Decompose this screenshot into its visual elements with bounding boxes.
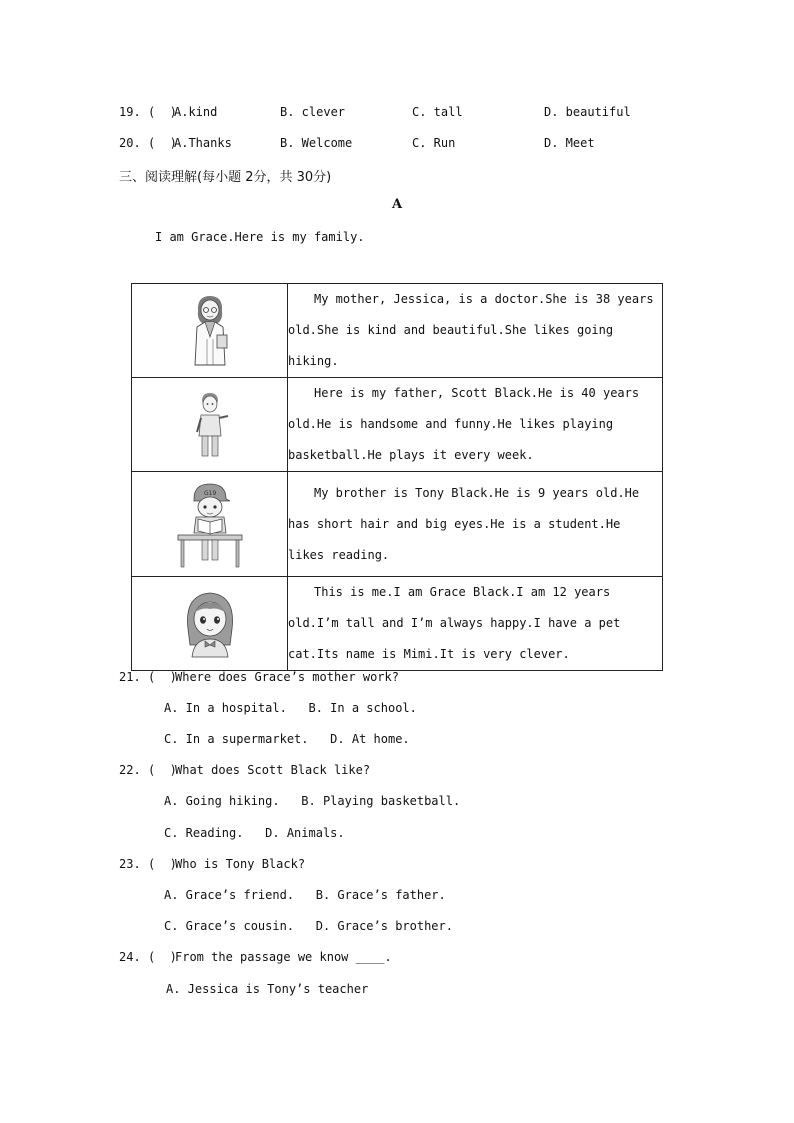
family-member-description: [288, 472, 663, 577]
question-stem: Where does Grace’s mother work?: [175, 670, 399, 684]
table-row: [132, 284, 663, 378]
options-line: C. In a supermarket. D. At home.: [164, 732, 410, 746]
description-text: This is me.I am Grace Black.I am 12 years old.I’m tall and I’m always happy.I have a pet cat.Its name is Mimi.It is very clever.: [288, 585, 621, 661]
option-b: B. Welcome: [280, 136, 353, 150]
options-line: C. Grace’s cousin. D. Grace’s brother.: [164, 919, 453, 933]
description-text: My mother, Jessica, is a doctor.She is 38 years old.She is kind and beautiful.She likes going hiking.: [288, 292, 654, 368]
question-number: 20.: [119, 136, 141, 150]
brother-reading-icon: [174, 479, 246, 569]
passage-intro: I am Grace.Here is my family.: [155, 230, 365, 244]
option-d: D. Meet: [544, 136, 595, 150]
family-table: [131, 283, 663, 671]
grace-girl-icon: [182, 589, 238, 659]
options-line: C. Reading. D. Animals.: [164, 826, 345, 840]
family-member-description: [288, 284, 663, 378]
answer-blank[interactable]: ( ): [148, 136, 177, 150]
father-icon: [188, 390, 232, 460]
family-member-description: [288, 378, 663, 472]
question-stem: Who is Tony Black?: [175, 857, 306, 871]
option-a: A.Thanks: [174, 136, 232, 150]
picture-cell: [132, 577, 288, 671]
option-d: D. beautiful: [544, 105, 631, 119]
answer-blank[interactable]: ( ): [148, 857, 177, 871]
passage-label: A: [392, 197, 403, 212]
answer-blank[interactable]: ( ): [148, 105, 177, 119]
option-c: C. Run: [412, 136, 456, 150]
answer-blank[interactable]: ( ): [148, 670, 177, 684]
answer-blank[interactable]: ( ): [148, 763, 177, 777]
question-number: 21.: [119, 670, 141, 684]
table-row: [132, 577, 663, 671]
options-line: A. Jessica is Tony’s teacher: [166, 982, 369, 996]
section-title: 三、阅读理解(每小题 2分，共 30分): [119, 170, 332, 185]
picture-cell: [132, 378, 288, 472]
picture-cell: [132, 472, 288, 577]
family-member-description: [288, 577, 663, 671]
svg-text:G19: G19: [203, 490, 216, 497]
question-number: 22.: [119, 763, 141, 777]
option-a: A.kind: [174, 105, 218, 119]
options-line: A. In a hospital. B. In a school.: [164, 701, 417, 715]
options-line: A. Grace’s friend. B. Grace’s father.: [164, 888, 446, 902]
question-stem: From the passage we know ____.: [175, 950, 392, 964]
question-number: 23.: [119, 857, 141, 871]
table-row: [132, 378, 663, 472]
doctor-mother-icon: [185, 293, 235, 369]
table-row: [132, 472, 663, 577]
option-c: C. tall: [412, 105, 463, 119]
answer-blank[interactable]: ( ): [148, 950, 177, 964]
option-b: B. clever: [280, 105, 346, 119]
question-number: 24.: [119, 950, 141, 964]
question-stem: What does Scott Black like?: [175, 763, 371, 777]
description-text: My brother is Tony Black.He is 9 years old.He has short hair and big eyes.He is a student.He likes reading.: [288, 485, 640, 562]
picture-cell: [132, 284, 288, 378]
description-text: Here is my father, Scott Black.He is 40 years old.He is handsome and funny.He likes playing basketball.He plays it every week.: [288, 386, 640, 462]
question-number: 19.: [119, 105, 141, 119]
options-line: A. Going hiking. B. Playing basketball.: [164, 794, 461, 808]
